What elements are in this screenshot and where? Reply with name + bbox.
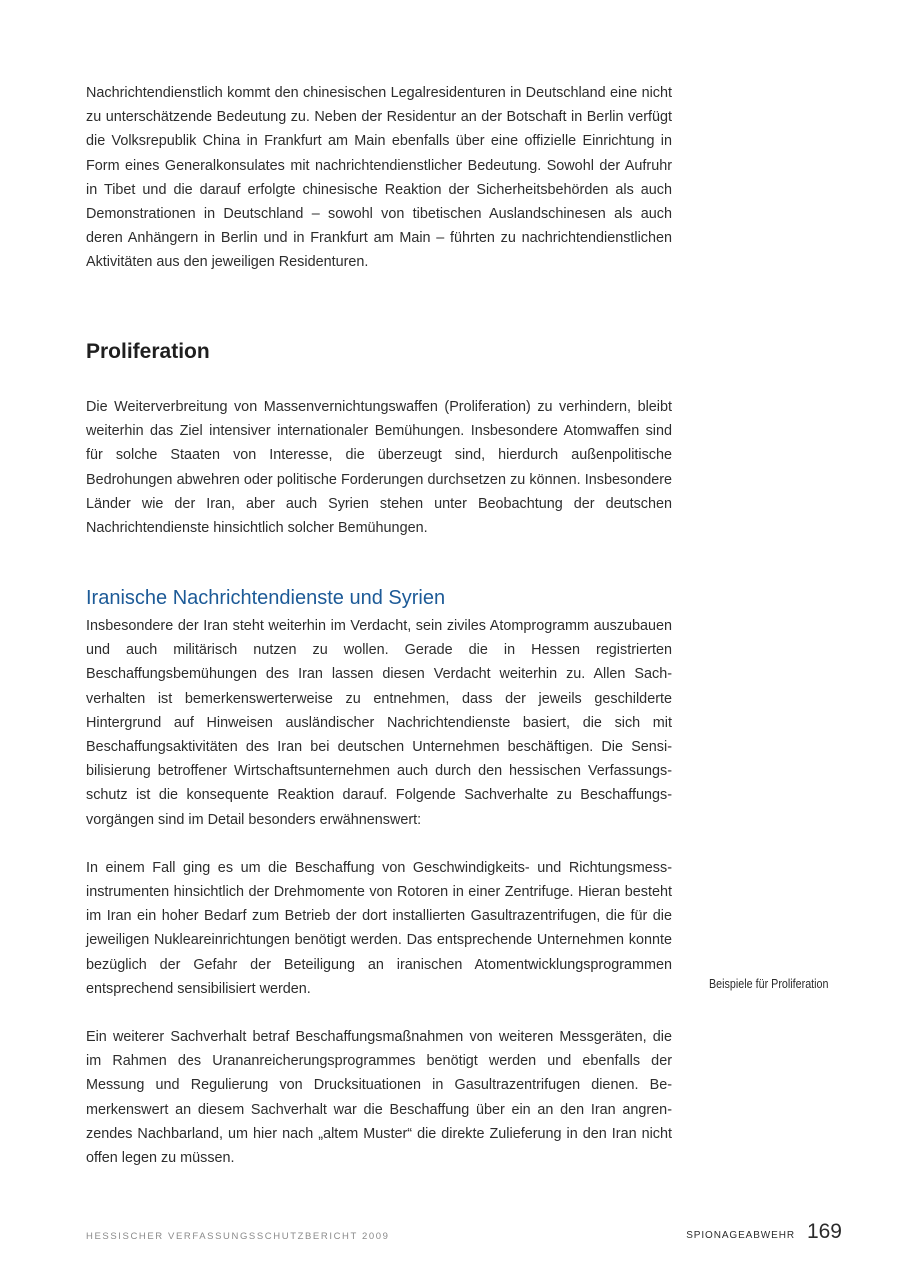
iran-paragraph-2: In einem Fall ging es um die Beschaffung von Geschwindigkeits- und Richtungsmessinstrumenten hinsichtlich der Drehmomente von Rotoren in einer Zentrifuge. Hieran besteht im Iran ein hoher Bedarf zum Betrieb der dort installierten Gasultrazentrifugen, die für die jeweiligen Nukleareinrichtungen benötigt werden. Das entsprechende Unternehmen konnte bezüglich der Gefahr der Beteiligung an iranischen Atomentwicklungsprogrammen entsprechend sensibilisiert werden. (86, 859, 672, 997)
iran-section (86, 585, 672, 1170)
page-number: 169 (806, 1220, 842, 1243)
intro-paragraph: Nachrichtendienstlich kommt den chinesischen Legalresidenturen in Deutschland eine nicht zu unterschätzende Bedeutung zu. Neben der Residentur an der Botschaft in Berlin verfügt die Volksrepublik China in Frankfurt am Main ebenfalls über eine offizielle Einrichtung in Form eines Generalkonsulates mit nachrichtendienstlicher Bedeutung. Sowohl der Aufruhr in Tibet und die darauf erfolgte chinesische Reaktion der Sicherheitsbehörden als auch Demonstrationen in Deutschland – sowohl von tibetischen Auslandschinesen als auch deren Anhängern in Berlin und in Frankfurt am Main – führten zu nachrichtendienstlichen Aktivitäten aus den jeweiligen Residenturen. (86, 85, 672, 271)
intro-section (86, 81, 672, 275)
iran-paragraph-1: Insbesondere der Iran steht weiterhin im Verdacht, sein ziviles Atomprogramm auszubauen und auch militärisch nutzen zu wollen. Gerade die in Hessen registrierten Beschaffungsbemühungen des Iran lassen diesen Verdacht weiterhin zu. Allen Sachverhalten ist bemerkenswerterweise zu entnehmen, dass der jeweils geschilderte Hintergrund auf Hinweisen ausländischer Nachrichtendienste basiert, die sich mit Beschaffungsaktivitäten des Iran bei deutschen Unternehmen beschäftigen. Die Sensibilisierung betroffener Wirtschaftsunternehmen auch durch den hessischen Verfassungsschutz ist die konsequente Reaktion darauf. Folgende Sachverhalte zu Beschaffungsvorgängen sind im Detail besonders erwähnenswert: (86, 618, 672, 828)
iran-paragraph-3: Ein weiterer Sachverhalt betraf Beschaffungsmaßnahmen von weiteren Messgeräten, die im Rahmen des Urananreicherungsprogrammes benötigt werden und ebenfalls der Messung und Regulierung von Drucksituationen in Gasultrazentrifugen dienen. Bemerkenswert an diesem Sachverhalt war die Beschaffung über ein an den Iran angrenzendes Nachbarland, um hier nach „altem Muster“ die direkte Zulieferung in den Iran nicht offen legen zu müssen. (86, 1029, 672, 1167)
iran-heading: Iranische Nachrichtendienste und Syrien (86, 587, 446, 609)
proliferation-section (86, 395, 672, 540)
margin-note: Beispiele für Proliferation (709, 977, 829, 991)
proliferation-heading: Proliferation (86, 340, 210, 363)
footer-publication: HESSISCHER VERFASSUNGSSCHUTZBERICHT 2009 (86, 1231, 390, 1242)
footer-right (686, 1220, 842, 1244)
footer-section-title: SPIONAGEABWEHR (686, 1230, 795, 1241)
proliferation-paragraph: Die Weiterverbreitung von Massenvernichtungswaffen (Proliferation) zu verhindern, bleibt weiterhin das Ziel intensiver internationaler Bemühungen. Insbesondere Atomwaffen sind für solche Staaten von Interesse, die überzeugt sind, hierdurch außenpolitische Bedrohungen abwehren oder politische Forderungen durchsetzen zu können. Insbesondere Länder wie der Iran, aber auch Syrien stehen unter Beobachtung der deutschen Nachrichtendienste hinsichtlich solcher Bemühungen. (86, 399, 672, 537)
